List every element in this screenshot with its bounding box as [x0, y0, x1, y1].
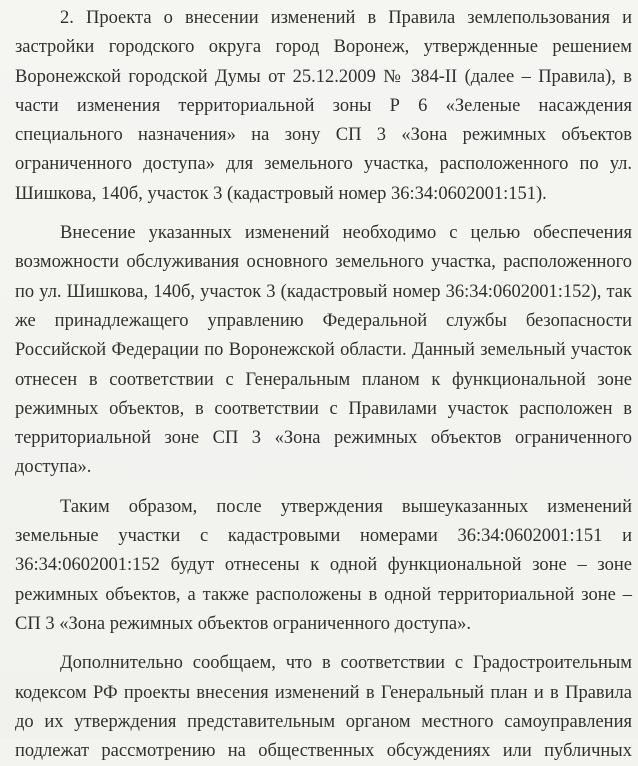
paragraph-additional-info: Дополнительно сообщаем, что в соответствии с Градостроительным кодексом РФ проекты внесения изменений в Генеральный план и в Правила до их утверждения представительным органом местного самоуправления подлежат рассмотрению на общественных обсуждениях или публичных [15, 653, 632, 762]
paragraph-change-purpose: Внесение указанных изменений необходимо с целью обеспечения возможности обслуживания основного земельного участка, расположенного по ул. Шишкова, 140б, участок 3 (кадастровый номер 36:34:0602001:152), так же принадлежащего управлению Федеральной службы безопасности Российской Федерации по Воронежской области. Данный земельный участок отнесен в соответствии с Генеральным планом к функциональной зоне режимных объектов, в соответствии с Правилами участок расположен в территориальной зоне СП 3 «Зона режимных объектов ограниченного доступа». [15, 223, 632, 478]
paragraph-conclusion: Таким образом, после утверждения вышеуказанных изменений земельные участки с кадастровыми номерами 36:34:0602001:151 и 36:34:0602001:152 будут отнесены к одной функциональной зоне – зоне режимных объектов, а также расположены в одной территориальной зоне – СП 3 «Зона режимных объектов ограниченного доступа». [15, 496, 632, 634]
document-body [15, 4, 632, 766]
paragraph-project-amendment: 2. Проекта о внесении изменений в Правила землепользования и застройки городского округа город Воронеж, утвержденные решением Воронежской городской Думы от 25.12.2009 № 384-II (далее – Правила), в части изменения территориальной зоны Р 6 «Зеленые насаждения специального назначения» на зону СП 3 «Зона режимных объектов ограниченного доступа» для земельного участка, расположенного по ул. Шишкова, 140б, участок 3 (кадастровый номер 36:34:0602001:151). [15, 8, 632, 204]
